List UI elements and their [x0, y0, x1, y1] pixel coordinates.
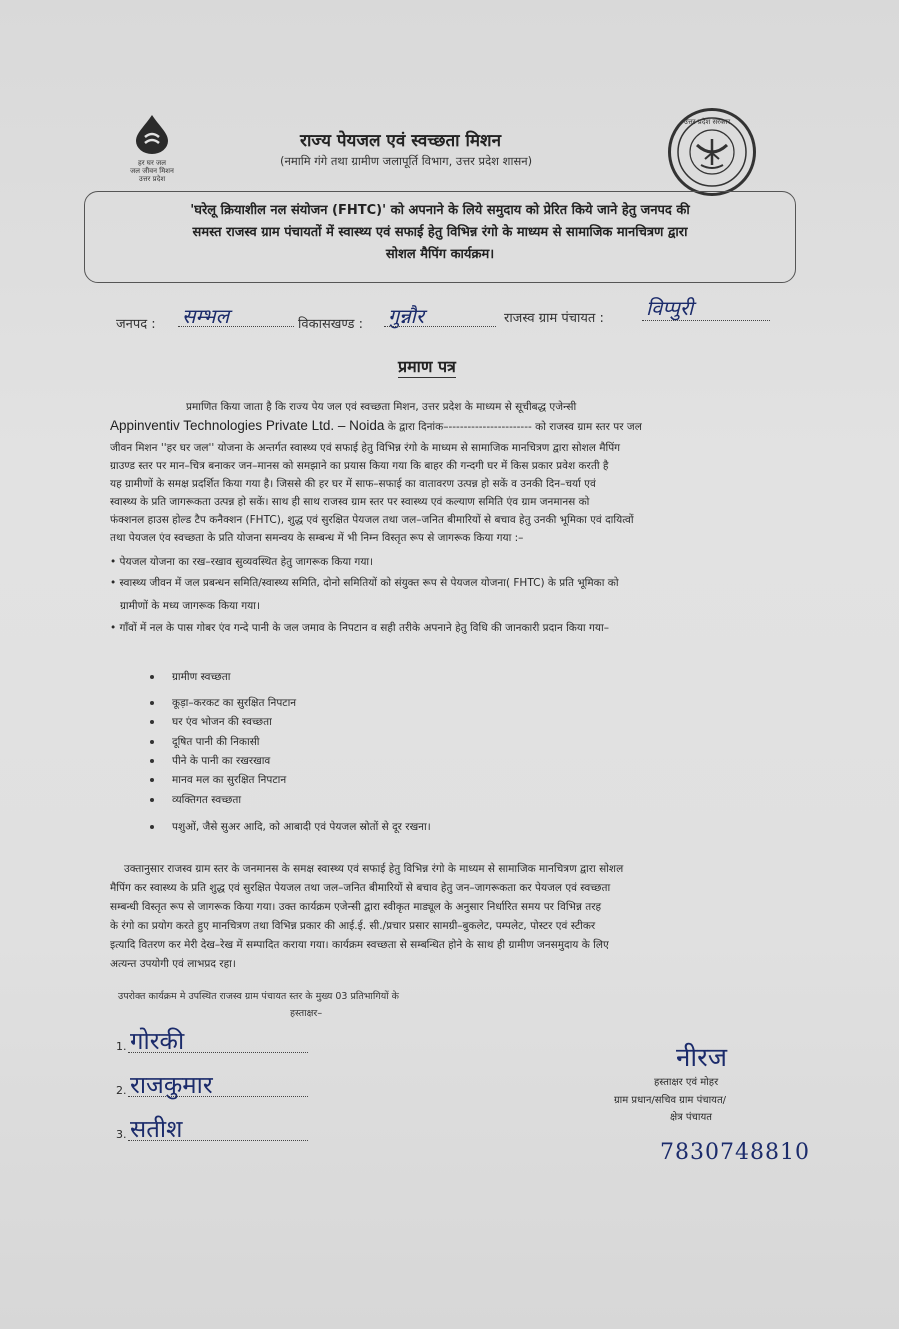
gram-panchayat-label: राजस्व ग्राम पंचायत : — [504, 311, 604, 326]
list-item: कूड़ा–करकट का सुरक्षित निपटान — [150, 696, 296, 710]
gram-panchayat-value: विप्पुरी — [646, 296, 694, 320]
para1-line-2: को राजस्व ग्राम स्तर पर जल — [535, 421, 642, 433]
box-line-2: समस्त राजस्व ग्राम पंचायतों में स्वास्थ्य एवं सफाई हेतु विभिन्न रंगो के माध्यम से सामाजिक मानचित्रण द्वारा — [192, 225, 688, 240]
vikaskhand-label: विकासखण्ड : — [298, 317, 364, 332]
agency-suffix: के द्वारा दिनांक–---------------------- — [387, 421, 532, 433]
bullet-2: • स्वास्थ्य जीवन में जल प्रबन्धन समिति/स्वास्थ्य समिति, दोनो समितियों को संयुक्त रूप से पेयजल योजना( FHTC) के प्रति भूमिका को — [110, 577, 619, 589]
participant-2: 2. राजकुमार — [116, 1068, 316, 1100]
para1-line-4: ग्राउण्ड स्तर पर मान–चित्र बनाकर जन–मानस को समझाने का प्रयास किया गया कि बाहर की गन्दगी घर में किस प्रकार प्रवेश करती है — [110, 460, 609, 472]
agency-line — [110, 418, 810, 438]
list-item: व्यक्तिगत स्वच्छता — [150, 793, 241, 807]
sig-intro-1: उपरोक्त कार्यक्रम मे उपस्थित राजस्व ग्राम पंचायत स्तर के मुख्य 03 प्रतिभागियों के — [118, 991, 399, 1002]
bullet-1: • पेयजल योजना का रख–रखाव सुव्यवस्थित हेतु जागरूक किया गया। — [110, 556, 374, 568]
sig-line-3: क्षेत्र पंचायत — [670, 1112, 712, 1123]
pradhan-signature: नीरज — [676, 1043, 728, 1073]
list-item: घर एंव भोजन की स्वच्छता — [150, 715, 272, 729]
sig-line-2: ग्राम प्रधान/सचिव ग्राम पंचायत/ — [614, 1095, 727, 1106]
sig-intro-2: हस्ताक्षर– — [290, 1008, 323, 1019]
agency-name: Appinventiv Technologies Private Ltd. – Noida — [110, 418, 385, 433]
location-fields — [116, 296, 796, 336]
box-line-1: 'घरेलू क्रियाशील नल संयोजन (FHTC)' को अपनाने के लिये समुदाय को प्रेरित किये जाने हेतु जनपद की — [190, 203, 690, 218]
page-title: राज्य पेयजल एवं स्वच्छता मिशन — [300, 131, 502, 151]
logo-caption-1: हर घर जल — [138, 159, 166, 167]
program-title-box — [84, 191, 796, 283]
certificate-heading: प्रमाण पत्र — [398, 357, 456, 376]
participant-3: 3. सतीश — [116, 1112, 316, 1144]
para1-line-1: प्रमाणित किया जाता है कि राज्य पेय जल एवं स्वच्छता मिशन, उत्तर प्रदेश के माध्यम से सूचीबद्ध एजेन्सी — [186, 401, 577, 413]
emblem-text: उत्तर प्रदेश सरकार — [684, 118, 731, 126]
water-drop-logo-icon — [130, 113, 174, 155]
bullet-2-cont: ग्रामीणों के मध्य जागरूक किया गया। — [120, 600, 260, 612]
para1-line-5: यह ग्रामीणों के समक्ष प्रदर्शित किया गया है। जिससे की हर घर में साफ–सफाई का वातावरण उत्पन्न हो सकें व उनकी दिन–चर्या एवं — [110, 478, 596, 490]
list-item: ग्रामीण स्वच्छता — [150, 670, 230, 684]
para2-line-3: सम्बन्धी विस्तृत रूप से जागरूक किया गया। उक्त कार्यक्रम एजेन्सी द्वारा स्वीकृत माड्यूल के अनुसार निर्धारित समय पर विभिन्न तरह — [110, 901, 602, 913]
janpad-value: सम्भल — [182, 304, 230, 328]
participant-1: 1. गोरकी — [116, 1024, 316, 1056]
phone-number: 7830748810 — [660, 1140, 810, 1165]
logo-caption-3: उत्तर प्रदेश — [138, 175, 166, 183]
bullet-3: • गाँवों में नल के पास गोबर एंव गन्दे पानी के जल जमाव के निपटान व सही तरीके अपनाने हेतु विधि की जानकारी प्रदान किया गया– — [110, 622, 609, 634]
para1-line-7: फंक्शनल हाउस होल्ड टैप कनैक्शन (FHTC), शुद्ध एवं सुरक्षित पेयजल तथा जल–जनित बीमारियों से बचाव हेतु उनकी भूमिका एवं दायित्वों — [110, 514, 634, 526]
logo-caption-2: जल जीवन मिशन — [130, 167, 174, 175]
list-item: पशुओं, जैसे सुअर आदि, को आबादी एवं पेयजल स्रोतों से दूर रखना। — [150, 820, 431, 834]
para1-line-6: स्वास्थ्य के प्रति जागरूकता उत्पन्न हो सकें। साथ ही साथ राजस्व ग्राम स्तर पर स्वास्थ्य एवं कल्याण समिति एंव ग्राम जनमानस को — [110, 496, 590, 508]
list-item: मानव मल का सुरक्षित निपटान — [150, 773, 286, 787]
list-item: दूषित पानी की निकासी — [150, 735, 260, 749]
para1-line-3: जीवन मिशन ''हर घर जल'' योजना के अन्तर्गत स्वास्थ्य एवं सफाई हेतु विभिन्न रंगो के माध्यम से सामाजिक मानचित्रण द्वारा सोशल मैपिंग — [110, 442, 621, 454]
sig-line-1: हस्ताक्षर एवं मोहर — [654, 1077, 719, 1088]
list-item: पीने के पानी का रखरखाव — [150, 754, 270, 768]
para2-line-4: के रंगो का प्रयोग करते हुए मानचित्रण तथा विभिन्न प्रकार की आई.ई. सी./प्रचार प्रसार सामग्री–बुकलेट, पम्पलेट, पोस्टर एवं स्टीकर — [110, 920, 596, 932]
page-subtitle: (नमामि गंगे तथा ग्रामीण जलापूर्ति विभाग, उत्तर प्रदेश शासन) — [280, 154, 533, 168]
vikaskhand-value: गुन्नौर — [388, 304, 425, 328]
har-ghar-jal-logo — [112, 113, 192, 183]
para2-line-1: उक्तानुसार राजस्व ग्राम स्तर के जनमानस के समक्ष स्वास्थ्य एवं सफाई हेतु विभिन्न रंगो के माध्यम से सामाजिक मानचित्रण द्वारा सोशल — [124, 863, 624, 875]
janpad-label: जनपद : — [116, 317, 156, 332]
para1-line-8: तथा पेयजल एंव स्वच्छता के प्रति योजना समन्वय के सम्बन्ध में भी निम्न विस्तृत रूप से जागरूक किया गया :– — [110, 532, 524, 544]
para2-line-2: मैपिंग कर स्वास्थ्य के प्रति शुद्ध एवं सुरक्षित पेयजल तथा जल–जनित बीमारियों से बचाव हेतु जन–जागरूकता कर पेयजल एवं स्वच्छता — [110, 882, 611, 894]
para2-line-5: इत्यादि वितरण कर मेरी देख–रेख में सम्पादित कराया गया। कार्यक्रम स्वच्छता से सम्बन्धित होने के साथ ही ग्रामीण जनसमुदाय के लिए — [110, 939, 609, 951]
box-line-3: सोशल मैपिंग कार्यक्रम। — [385, 247, 495, 262]
para2-line-6: अत्यन्त उपयोगी एवं लाभप्रद रहा। — [110, 958, 236, 970]
